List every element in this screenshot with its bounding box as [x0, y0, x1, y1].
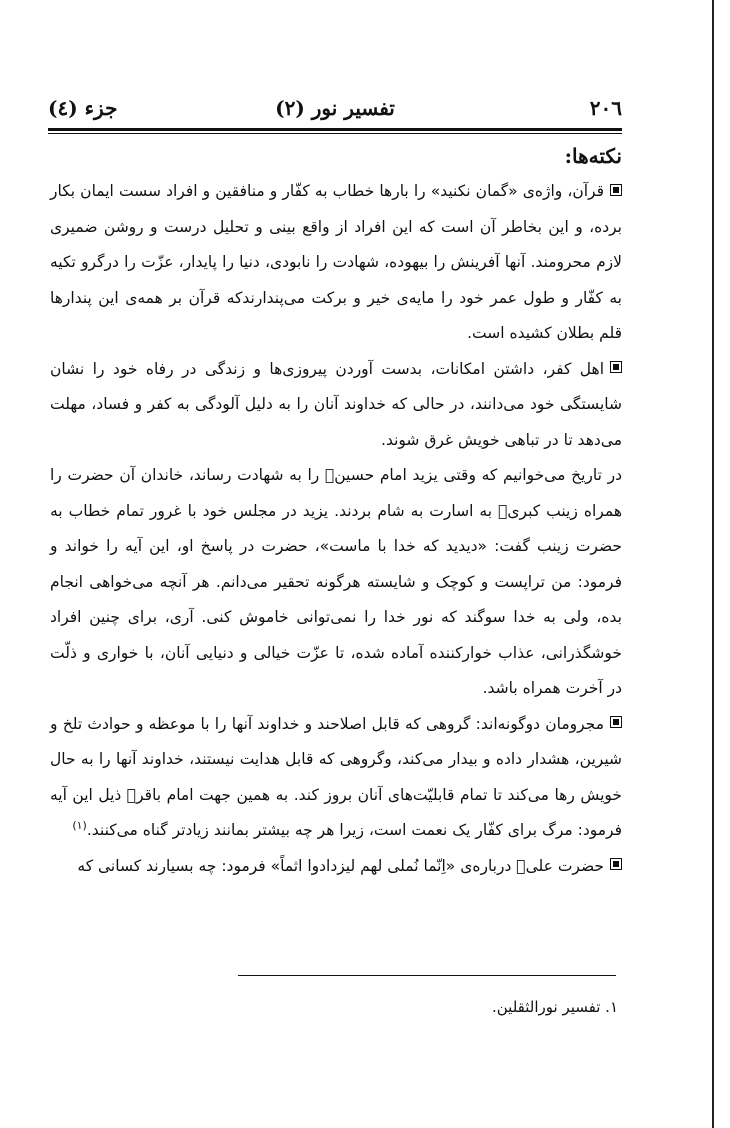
page-number: ٢٠٦	[589, 96, 622, 120]
paragraph-3	[50, 458, 622, 707]
page-header	[48, 92, 622, 124]
part-label: جزء (٤)	[48, 96, 118, 120]
paragraph-4	[50, 707, 622, 849]
section-title: نكته‌ها:	[564, 144, 622, 168]
paragraph-text: در تاريخ مى‌خوانيم كه وقتى يزيد امام حسينؑ را به شهادت رساند، خاندان آن حضرت را همراه زينب كبرىؑ به اسارت به شام بردند. يزيد در مجلس خود با غرور تمام خطاب به حضرت زينب گفت: «ديديد كه خدا با ماست»، حضرت در پاسخ او، اين آيه را خواند و فرمود: من تراپست و كوچک و شايسته هرگونه تحقير مى‌دانم. هر آنچه مى‌خواهى انجام بده، ولى به خدا سوگند كه نور خدا را نمى‌توانى خاموش كنى. آرى، براى چنين افراد خوشگذرانى، عذاب خواركننده آماده شده، تا عزّت خيالى و دنيايى آنان، با خوارى و ذلّت در آخرت همراه باشد.	[50, 466, 622, 697]
paragraph-text: قرآن، واژه‌ی «گمان نكنيد» را بارها خطاب به كفّار و منافقين و افراد سست ايمان بكار برده، و اين بخاطر آن است كه اين افراد از واقع بينى و تحليل درست و روشن ضميرى لازم محرومند. آنها آفرينش را بيهوده، شهادت را نابودى، دنيا را پايدار، عزّت را درگرو تكيه به كفّار و طول عمر خود را مايه‌ی خير و بركت مى‌پندارندكه قرآن بر همه‌ى اين پندارها قلم بطلان كشيده است.	[50, 182, 622, 342]
page-edge-line	[712, 0, 714, 1128]
paragraph-5	[50, 849, 622, 885]
paragraph-text: حضرت علىؑ درباره‌ى «اِنّما نُملى لهم ليزدادوا اثماً» فرمود: چه بسيارند كسانى كه	[77, 856, 604, 875]
footnote-marker: (١)	[72, 818, 87, 832]
header-rule-thick	[48, 128, 622, 131]
header-rule-thin	[48, 133, 622, 134]
bullet-square-icon	[610, 716, 622, 728]
paragraph-2	[50, 352, 622, 459]
paragraph-text: مجرومان دوگونه‌اند: گروهى كه قابل اصلاحند و خداوند آنها را با موعظه و حوادث تلخ و شيرين، هشدار داده و بيدار مى‌كند، وگروهى كه قابل هدايت نيستند، خداوند آنها را به حال خويش رها مى‌كند تا تمام قابليّت‌هاى آنان بروز كند. به همين جهت امام باقرؑ ذيل اين آيه فرمود: مرگ براى كفّار يک نعمت است، زيرا هر چه بيشتر بمانند زيادتر گناه مى‌كنند.	[50, 714, 622, 839]
bullet-square-icon	[610, 858, 622, 870]
footnote: ١. تفسير نورالثقلين.	[491, 998, 618, 1016]
book-title: تفسير نور (٢)	[275, 96, 395, 120]
bullet-square-icon	[610, 184, 622, 196]
page-body	[50, 138, 622, 884]
paragraph-text: اهل كفر، داشتن امكانات، بدست آوردن پيروزى‌ها و زندگى در رفاه خود را نشان شايستگى خود مى‌دانند، در حالى كه خداوند آنان را به دليل آلودگى به كفر و فساد، مهلت مى‌دهد تا در تباهى خويش غرق شوند.	[50, 359, 622, 449]
bullet-square-icon	[610, 361, 622, 373]
footnote-rule	[238, 975, 616, 976]
paragraph-1	[50, 174, 622, 352]
